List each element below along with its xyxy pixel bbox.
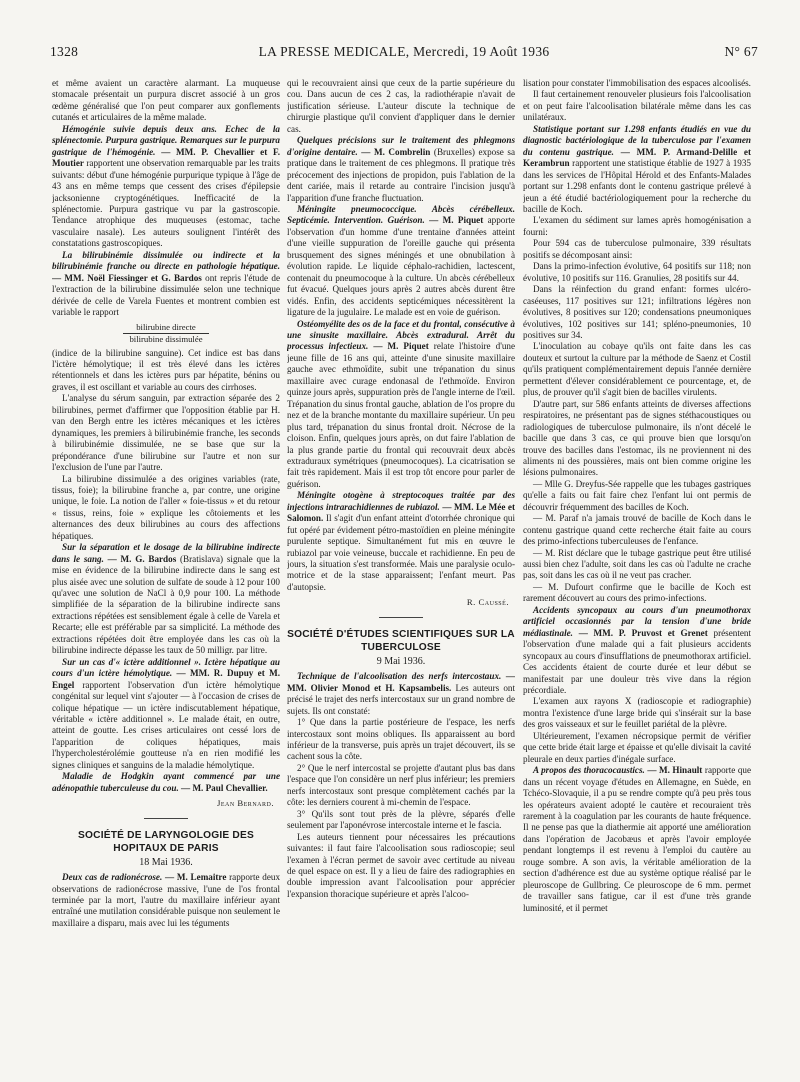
page-header	[50, 44, 758, 66]
article-body: (Bratislava) signale que la mise en évidence de la bilirubine indirecte dans le sang est plus aisée avec une solution de sulfate de soude à 12 pour 100 qu'avec une solution de NaCl à 0,9 pour 100. La méthode simplifiée de la séparation de la bilirubine indirecte sans extractions répétées est sensiblement égale à celle de Varela et Recarte; elle est préférable par sa simplicité. La méthode des extractions répétées doit être employée dans les cas où la bilirubine indirecte dépasse les taux de 50 milligr. par litre.	[52, 553, 280, 656]
article-title: Méningite pneumococcique. Abcès cérébelleux. Septicémie. Intervention. Guérison.	[287, 203, 515, 226]
column-2	[287, 78, 515, 1052]
article-authors: — MM. R. Dupuy et M. Engel	[52, 668, 280, 690]
article-authors: — M. G. Bardos	[107, 553, 177, 564]
article-body: relate l'histoire d'une jeune fille de 16 ans qui, atteinte d'une sinusite maxillaire gauche avec ethmoïdite, subit une trépanation du sinus maxillaire avec curage endonasal de l'ethmoïde. Environ quinze jours après, suppuration près de l'angle interne de l'œil. Trépanation du sinus frontal gauche, ablation de l'os propre du nez et de la branche montante du maxillaire supérieur. Un peu plus tard, trépanation du sinus frontal droit. Nécrose de la cloison. Enfin, quelques jours après, on dut faire l'ablation de la plus grande partie du frontal qui recouvrait deux abcès extraduraux symétriques (pneumocoques). La cicatrisation se fait très rapidement. Mais il est trop tôt encore pour parler de guérison.	[287, 341, 515, 489]
paragraph: Dans la primo-infection évolutive, 64 positifs sur 118; non évolutive, 10 positifs sur 116. Granulies, 28 positifs sur 44.	[523, 261, 751, 283]
article-body: apporte l'observation d'un homme d'une trentaine d'années atteint d'une vieille suppuration de l'oreille gauche qui présenta brusquement des signes méningés et une obnubilation à évolution rapide. Le liquide céphalo-rachidien, lactescent, contenait du pneumocoque à la culture. Un abcès cérébelleux fut évacué. Quelques jours après 2 autres abcès durent être vidés. Enfin, des accidents septicémiques nécessitèrent la ligature de la jugulaire. Le malade est en voie de guérison.	[287, 215, 515, 318]
paragraph: Il faut certainement renouveler plusieurs fois l'alcoolisation et on peut faire l'alcoolisation bilatérale même dans les cas unilatéraux.	[523, 89, 751, 123]
article-title: Méningite otogène à streptocoques traitée par des injections intrarachidiennes de rubiazol.	[287, 490, 515, 512]
article-authors: — MM. P. Chevallier et F. Moutier	[52, 146, 280, 169]
paragraph: 3° Qu'ils sont tout près de la plèvre, séparés d'elle seulement par l'aponévrose intercostale interne et le fascia.	[287, 808, 515, 831]
paragraph: 1° Que dans la partie postérieure de l'espace, les nerfs intercostaux sont moins obliques. Ils apparaissent au bord inférieur de la transverse, puis après un trajet découvert, ils se cachent sous la côte.	[287, 717, 515, 762]
article-title: Sur un cas d'« ictère additionnel ». Ictère hépatique au cours d'un ictère hémolytique.	[52, 656, 280, 679]
article-title: La bilirubinémie dissimulée ou indirecte et la bilirubinémie franche ou directe en pathologie hépatique.	[52, 249, 280, 272]
article-meningite-otogene	[287, 490, 515, 593]
column-1	[52, 78, 280, 1052]
article-authors: — M. Hinault	[647, 765, 703, 776]
article-hemogenie	[52, 124, 280, 250]
paragraph: — M. Dufourt confirme que le bacille de Koch est rarement découvert au cours des primo-infections.	[523, 581, 751, 604]
paragraph: 2° Que le nerf intercostal se projette d'autant plus bas dans l'espace que l'on considère un nerf plus inférieur; les premiers nerfs intercostaux sont presque complètement cachés par la côte: les derniers courent à mi-chemin de l'espace.	[287, 762, 515, 808]
paragraph: — Mlle G. Dreyfus-Sée rappelle que les tubages gastriques qu'elle a faits ou fait faire chez l'enfant lui ont permis de découvrir fréquemment des bacilles de Koch.	[523, 478, 751, 512]
article-bilirubinemie	[52, 250, 280, 319]
article-body: ont repris l'étude de l'extraction de la bilirubine dissimulée selon une technique dérivée de celle de Varela Fuentes et montrent combien est variable le rapport	[52, 272, 280, 318]
paragraph: — M. Rist déclare que le tubage gastrique peut être utilisé aussi bien chez l'adulte, soit dans les cas où l'adulte ne crache pas, soit dans les cas où il ne veut pas cracher.	[523, 547, 751, 581]
fraction-numerator: bilirubine directe	[136, 321, 196, 332]
paragraph: Les auteurs tiennent pour nécessaires les précautions suivantes: il faut faire l'alcoolisation sous radioscopie; seul l'examen à l'écran permet de savoir avec certitude au niveau de quel espace on est. Il y a lieu de faire des radiographies en double impression avant l'alcoolisation pour apprécier l'expansion thoracique supérieure et après l'alcoo-	[287, 831, 515, 899]
issue-number: N° 67	[724, 44, 758, 59]
paragraph: qui le recouvraient ainsi que ceux de la partie supérieure du cou. Dans aucun de ces 2 cas, la radiothérapie n'avait de justification sérieuse. L'auteur discute la technique de chirurgie plastique qu'il convient d'appliquer dans le dernier cas.	[287, 78, 515, 134]
article-title: A propos des thoracocaustics.	[533, 765, 645, 776]
section-date: 18 Mai 1936.	[139, 856, 193, 868]
article-meningite-pneumococcique	[287, 204, 515, 319]
article-title: Maladie de Hodgkin ayant commencé par une adénopathie tuberculeuse du cou.	[52, 771, 280, 793]
page-number: 1328	[50, 44, 79, 59]
signature: Jean Bernard.	[216, 798, 274, 809]
paragraph: et même avaient un caractère alarmant. La muqueuse stomacale présentait un purpura discret associé à un gros œdème généralisé que l'on peut comparer aux gonflements cutanés et articulaires de la même malade.	[52, 78, 280, 123]
article-body: Il s'agit d'un enfant atteint d'otorrhée chronique qui fut opéré par évidement pétro-mastoïdien en pleine méningite purulente septique. Simultanément fut mis en œuvre le rubiazol par voie veineuse, buccale et rachidienne. En peu de jours, la situation s'est transformée. Mais une paralysie oculo-motrice et de la stase apparaissent; l'enfant meurt. Pas d'autopsie.	[287, 513, 515, 592]
article-title: Ostéomyélite des os de la face et du frontal, consécutive à une sinusite maxillaire. Abcès extradural. Arrêt du processus infectieux.	[287, 318, 515, 352]
signature: R. Caussé.	[466, 597, 509, 608]
bilirubin-ratio-fraction	[52, 322, 280, 345]
article-thoracocaustics	[523, 765, 751, 914]
article-authors: — MM. P. Armand-Delille et Kerambrun	[523, 146, 751, 169]
article-body: rapporte que dans un récent voyage d'études en Allemagne, en Suède, en Tchéco-Slovaquie, il a pu se rendre compte qu'à peu près tous les opérateurs avaient adopté le cautère et recouraient très rarement à la coagulation par les courants de haute fréquence. Il ne pense pas que la diathermie ait apporté une amélioration dans l'opération de Jacobæus et après l'avoir employée pendant longtemps il est revenu à l'emploi du cautère au rouge sombre. A son avis, la véritable amélioration de la section d'adhérence est due au système optique réalisé par le pleuroscope de Gullbring. Ce pleuroscope de 6 mm. permet de travailler sans fatigue, car il est d'une très grande luminosité, et il permet	[523, 765, 751, 913]
article-authors: — M. Piquet	[373, 341, 429, 352]
article-accidents-syncopaux	[523, 605, 751, 697]
article-body: présentent l'observation d'une malade qui a fait plusieurs accidents syncopaux au cours d'insufflations de pneumothorax artificiel. Ces accidents étaient de courte durée et leur début se manifestait par une douleur très vive dans la région précordiale.	[523, 627, 751, 696]
article-body: rapporte deux observations de radionécrose massive, l'une de l'os frontal terminée par la mort, l'autre du maxillaire inférieur ayant entraîné une mutilation considérable puisque non seulement le maxillaire a disparu, mais avec lui les téguments	[52, 872, 280, 928]
paragraph: L'analyse du sérum sanguin, par extraction séparée des 2 bilirubines, permet d'affirmer que l'opposition établie par H. van den Bergh entre les ictères mécaniques et les ictères dynamiques, les premiers à bilirubinémie franche, les seconds à bilirubinémie dissimulée, ne se base que sur la prépondérance d'une bilirubine sur l'autre et non sur l'exclusion de l'une par l'autre.	[52, 393, 280, 473]
paragraph: Dans la réinfection du grand enfant: formes ulcéro-caséeuses, 117 positives sur 121; infiltrations légères non évolutives, 8 positives sur 120; condensations pneumoniques évolutives, 102 positives sur 141; spléno-pneumonies, 10 positives sur 34.	[523, 284, 751, 340]
paragraph: L'examen du sédiment sur lames après homogénisation a fourni:	[523, 215, 751, 237]
article-authors: — M. Combrelin	[361, 146, 431, 157]
paragraph: D'autre part, sur 586 enfants atteints de diverses affections respiratoires, ne présentant pas de signes stéthacoustiques ou radiologiques de tuberculose pulmonaire, ils n'ont décelé le bacille que dans 3 cas, ce qui prouve bien que lorsqu'on trouve des bacilles dans l'estomac, ils ne proviennent ni des aliments ni des poussières, mais ont bien comme origine les lésions pulmonaires.	[523, 398, 751, 478]
column-3	[523, 78, 751, 1052]
article-authors: — M. Paul Chevallier.	[181, 782, 268, 793]
journal-title: LA PRESSE MEDICALE, Mercredi, 19 Août 1936	[258, 44, 550, 59]
article-separation-bilirubine	[52, 542, 280, 657]
article-authors: — MM. Noël Fiessinger et G. Bardos	[52, 272, 202, 283]
paragraph: Pour 594 cas de tuberculose pulmonaire, 339 résultats positifs se décomposant ainsi:	[523, 238, 751, 260]
article-body: (Bruxelles) expose sa pratique dans le traitement de ces phlegmons. Il pratique très précocement des injections de propidon, puis l'ablation de la dent cariée, mais il retarde au contraire l'incision jusqu'à l'apparition d'une franche fluctuation.	[287, 146, 515, 203]
article-title: Statistique portant sur 1.298 enfants étudiés en vue du diagnostic bactériologique de la tuberculose par l'examen du contenu gastrique.	[523, 123, 751, 157]
article-statistique	[523, 124, 751, 216]
section-date: 9 Mai 1936.	[376, 655, 426, 667]
divider	[379, 617, 423, 618]
article-authors: — MM. P. Pruvost et Grenet	[578, 627, 708, 638]
paragraph: L'examen aux rayons X (radioscopie et radiographie) montra l'existence d'une large bride qui s'insérait sur la base des gros vaisseaux et sur le feuillet pariétal de la plèvre.	[523, 696, 751, 730]
article-body: rapportent l'observation d'un ictère hémolytique congénital sur lequel vint s'ajouter — à l'occasion de crises de colique hépatique — un ictère indiscutablement hépatique, véritable « ictère additionnel ». Le malade était, en outre, atteint de goutte. Les crises articulaires ont cessé lors de l'apparition de coliques hépatiques, mais l'hypercholestérolémie goutteuse n'a en rien modifié les signes cliniques et sanguins de la maladie hémolytique.	[52, 679, 280, 770]
article-title: Deux cas de radionécrose.	[62, 872, 163, 883]
article-phlegmons	[287, 135, 515, 204]
article-authors: — M. Piquet	[429, 215, 484, 226]
paragraph: — M. Paraf n'a jamais trouvé de bacille de Koch dans le contenu gastrique quand cette recherche était faite au cours des primo-infections tuberculeuses de l'enfance.	[523, 513, 751, 547]
article-hodgkin	[52, 771, 280, 794]
paragraph: Ultérieurement, l'examen nécropsique permit de vérifier que cette bride était large et épaisse et qu'elle divisait la cavité pleurale en deux parties d'inégale surface.	[523, 730, 751, 764]
paragraph: lisation pour constater l'immobilisation des espaces alcoolisés.	[523, 78, 751, 88]
article-alcoolisation	[287, 671, 515, 717]
article-ictere-additionnel	[52, 657, 280, 772]
section-title: SOCIÉTÉ DE LARYNGOLOGIE DES HOPITAUX DE PARIS	[78, 829, 254, 854]
article-authors: — MM. Le Mée et Salomon.	[287, 501, 515, 524]
article-title: Quelques précisions sur le traitement des phlegmons d'origine dentaire.	[287, 135, 515, 157]
article-body: rapportent une observation remarquable par les traits suivants: début d'une hémogénie purpurique typique à l'âge de 43 ans en même temps que cessent des crises d'épilepsie jacksonienne cryptogénétiques. Inefficacité de la splénectomie. Purpura gastrique vu par la gastroscopie. Tendance atrophique des muqueuses (estomac, tache vasculaire nasale). Les auteurs soulignent l'intérêt des constatations gastroscopiques.	[52, 158, 280, 249]
article-title: Accidents syncopaux au cours d'un pneumothorax artificiel occasionnés par la tension d'une bride médiastinale.	[523, 604, 751, 638]
section-title: SOCIÉTÉ D'ÉTUDES SCIENTIFIQUES SUR LA TUBERCULOSE	[287, 628, 515, 653]
paragraph: La bilirubine dissimulée a des origines variables (rate, tissus, foie); la bilirubine franche a, par contre, une origine unique, le foie. La notion de l'aller « foie-tissus » et du retour « tissus, reins, foie » explique les côtoiements et les alternances des deux bilirubines au cours des affections hépatiques.	[52, 473, 280, 541]
article-authors: — MM. Olivier Monod et H. Kapsambelis.	[287, 671, 515, 693]
paragraph: (indice de la bilirubine sanguine). Cet indice est bas dans l'ictère hémolytique; il est très élevé dans les ictères rétentionnels et dans les ictères purs par hépatite, bénins ou graves, il est oscillant et variable au cours des cirrhoses.	[52, 347, 280, 392]
article-authors: — M. Lemaitre	[165, 872, 227, 883]
article-title: Sur la séparation et le dosage de la bilirubine indirecte dans le sang.	[52, 542, 280, 564]
fraction-denominator: bilirubine dissimulée	[123, 333, 208, 345]
article-title: Hémogénie suivie depuis deux ans. Echec de la splénectomie. Purpura gastrique. Remarques sur le purpura gastrique de l'hémogénie.	[52, 123, 280, 157]
article-osteomyelite	[287, 319, 515, 491]
article-body: Les auteurs ont précisé le trajet des nerfs intercostaux sur un grand nombre de sujets. Ils ont constaté:	[287, 682, 515, 716]
article-radionecrose	[52, 872, 280, 929]
paragraph: L'inoculation au cobaye qu'ils ont faite dans les cas douteux et surtout la culture par la méthode de Saenz et Costil qu'ils pratiquent complémentairement depuis l'année dernière permettent d'élever considérablement ce pourcentage, et, de plus, de prouver qu'il s'agit bien de bacilles virulents.	[523, 341, 751, 398]
article-body: rapportent une statistique établie de 1927 à 1935 dans les services de l'Hôpital Hérold et des Enfants-Malades portant sur 1.298 enfants dont le contenu gastrique prélevé à jeun a été étudié bactériologiquement pour la recherche du bacille de Koch.	[523, 158, 751, 214]
article-title: Technique de l'alcoolisation des nerfs intercostaux.	[297, 671, 502, 682]
divider	[144, 818, 188, 819]
